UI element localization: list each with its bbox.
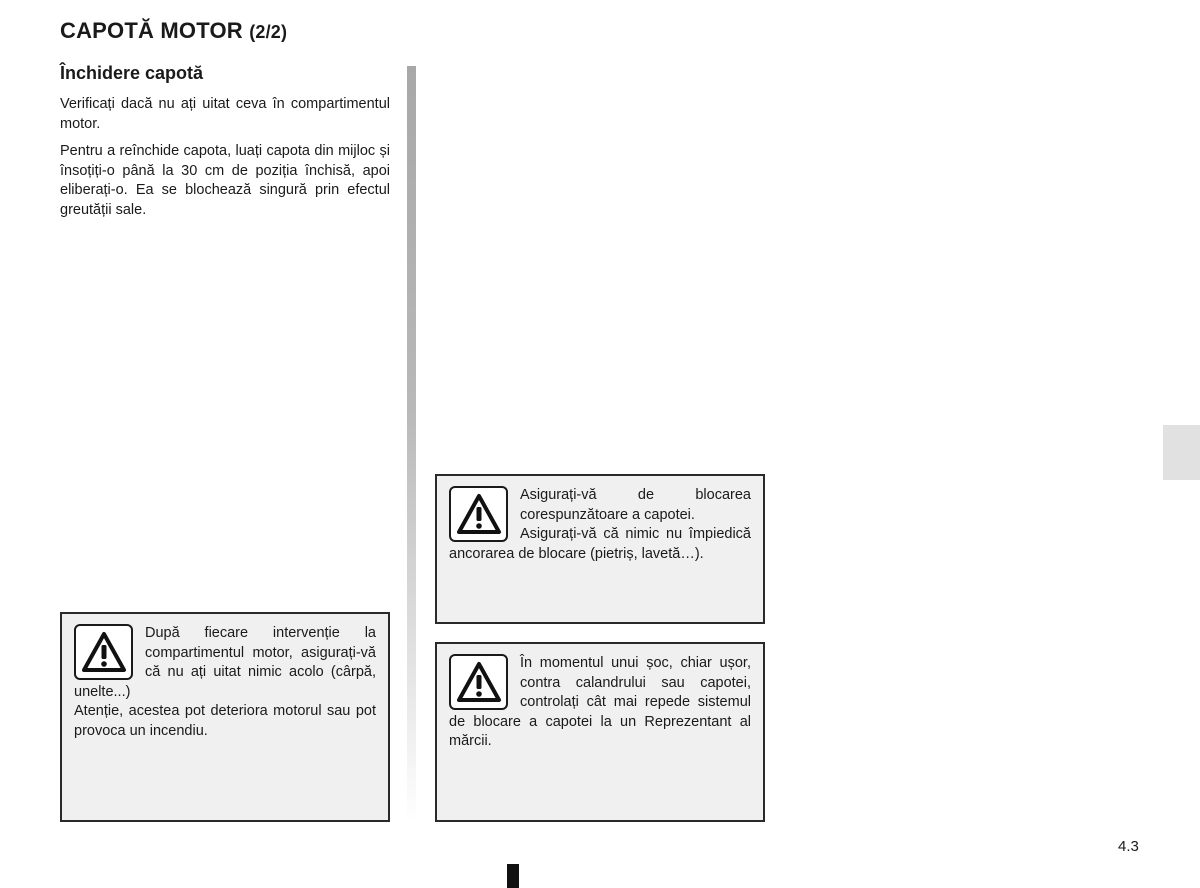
warning-box-after-intervention bbox=[60, 612, 390, 822]
warning-box-impact bbox=[435, 642, 765, 822]
column-divider bbox=[407, 66, 416, 822]
binding-mark bbox=[507, 864, 519, 888]
paragraph-check-engine: Verificați dacă nu ați uitat ceva în compartimentul motor. bbox=[60, 96, 390, 132]
warning-text: În momentul unui șoc, chiar ușor, contra calandrului sau capotei, controlați cât mai repede sistemul de blocare a capotei la un Reprezentant al mărcii. bbox=[449, 655, 751, 749]
warning-text: Asigurați-vă de blocarea corespunzătoare a capotei. bbox=[520, 487, 751, 523]
warning-box-hood-lock bbox=[435, 474, 765, 624]
warning-triangle-icon bbox=[449, 486, 508, 542]
warning-text-extra: Atenție, acestea pot deteriora motorul sau pot provoca un incendiu. bbox=[74, 703, 376, 739]
chapter-side-tab bbox=[1163, 425, 1200, 480]
paragraph-close-hood: Pentru a reînchide capota, luați capota din mijloc și însoțiți-o până la 30 cm de poziția închisă, apoi eliberați-o. Ea se blochează singură prin efectul greutății sale. bbox=[60, 143, 390, 218]
warning-text: După fiecare intervenție la compartimentul motor, asigurați-vă că nu ați uitat nimic acolo (cârpă, unelte...) bbox=[74, 625, 376, 700]
page-title bbox=[60, 18, 287, 44]
section-title: Închidere capotă bbox=[60, 63, 204, 83]
page-title-part: (2/2) bbox=[249, 22, 288, 42]
warning-triangle-icon bbox=[449, 654, 508, 710]
warning-text-extra: Asigurați-vă că nimic nu împiedică ancorarea de blocare (pietriș, lavetă…). bbox=[449, 526, 751, 562]
page-number: 4.3 bbox=[1118, 838, 1139, 855]
warning-triangle-icon bbox=[74, 624, 133, 680]
page-title-text: CAPOTĂ MOTOR bbox=[60, 18, 243, 43]
